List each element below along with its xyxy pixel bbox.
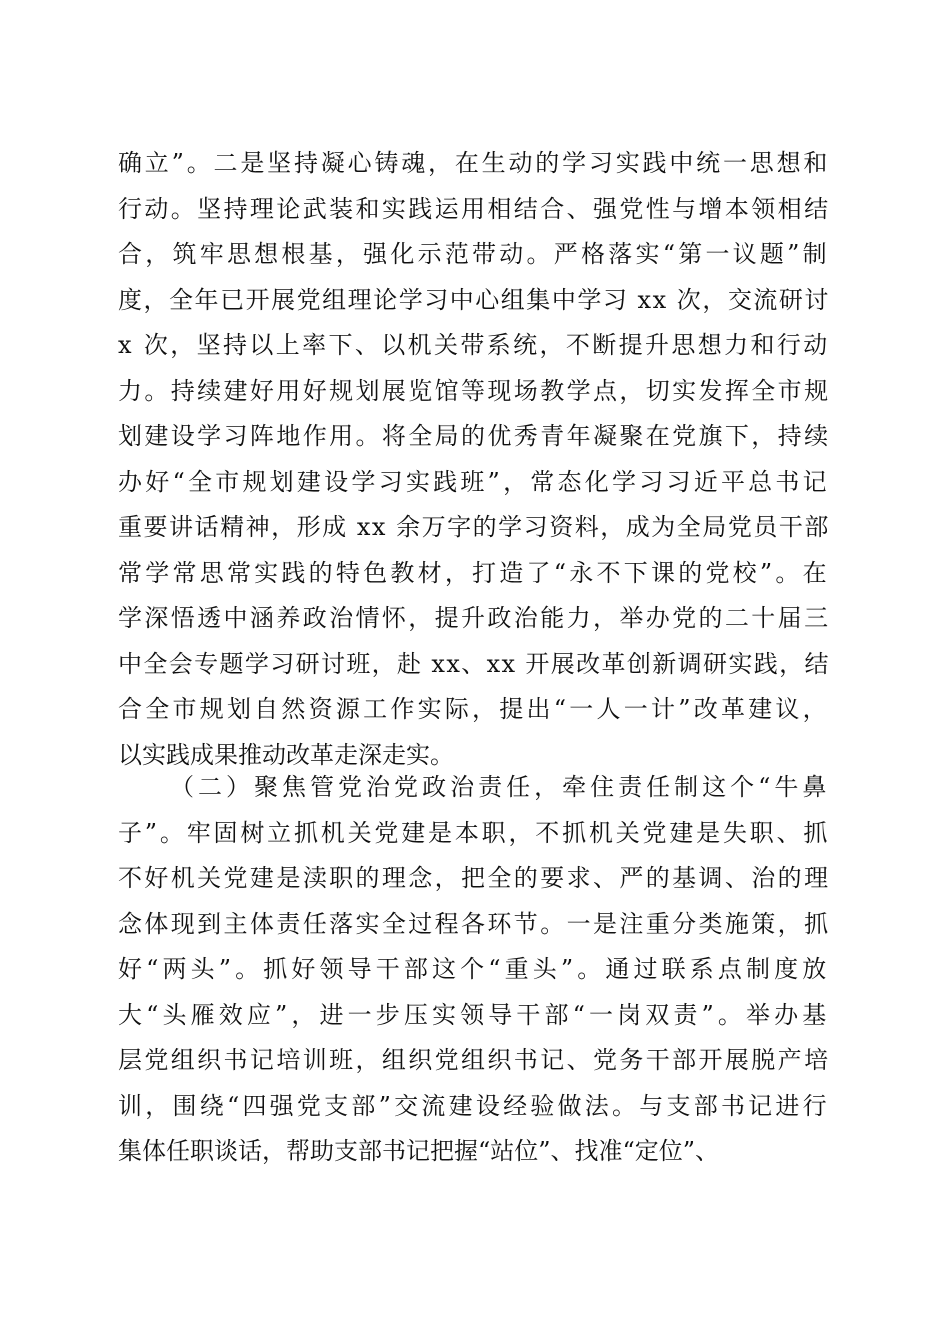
text-line: 合全市规划自然资源工作实际，提出“一人一计”改革建议， [118, 695, 830, 723]
text-line: 学深悟透中涵养政治情怀，提升政治能力，举办党的二十届三 [118, 604, 831, 632]
text-line: 划建设学习阵地作用。将全局的优秀青年凝聚在党旗下，持续 [118, 422, 831, 450]
section-heading-line: （二）聚焦管党治党政治责任，牵住责任制这个“牛鼻 [170, 773, 831, 801]
text-line: x 次，坚持以上率下、以机关带系统，不断提升思想力和行动 [118, 331, 830, 359]
text-line: 常学常思常实践的特色教材，打造了“永不下课的党校”。在 [118, 558, 830, 587]
text-line: 不好机关党建是渎职的理念，把全的要求、严的基调、治的理 [118, 864, 831, 892]
text-line: 以实践成果推动改革走深走实。 [118, 740, 454, 769]
text-line: 办好“全市规划建设学习实践班”，常态化学习习近平总书记 [118, 467, 830, 496]
text-line: 中全会专题学习研讨班，赴 xx、xx 开展改革创新调研实践，结 [118, 649, 830, 678]
text-line: 确立”。二是坚持凝心铸魂，在生动的学习实践中统一思想和 [118, 149, 831, 177]
text-line: 行动。坚持理论武装和实践运用相结合、强党性与增本领相结 [118, 194, 831, 223]
text-line: 度，全年已开展党组理论学习中心组集中学习 xx 次，交流研讨 [118, 285, 830, 314]
text-line: 大“头雁效应”，进一步压实领导干部“一岗双责”。举办基 [118, 1000, 831, 1029]
text-line: 合，筑牢思想根基，强化示范带动。严格落实“第一议题”制 [118, 240, 830, 268]
text-line: 力。持续建好用好规划展览馆等现场教学点，切实发挥全市规 [118, 376, 831, 405]
text-line: 集体任职谈话，帮助支部书记把握“站位”、找准“定位”、 [118, 1137, 720, 1165]
text-line: 重要讲话精神，形成 xx 余万字的学习资料，成为全局党员干部 [118, 513, 830, 541]
text-line: 念体现到主体责任落实全过程各环节。一是注重分类施策，抓 [118, 909, 831, 938]
text-line: 好“两头”。抓好领导干部这个“重头”。通过联系点制度放 [118, 955, 831, 983]
text-line: 子”。牢固树立抓机关党建是本职，不抓机关党建是失职、抓 [118, 818, 831, 847]
text-line: 层党组织书记培训班，组织党组织书记、党务干部开展脱产培 [118, 1046, 831, 1074]
text-line: 训，围绕“四强党支部”交流建设经验做法。与支部书记进行 [118, 1091, 830, 1120]
